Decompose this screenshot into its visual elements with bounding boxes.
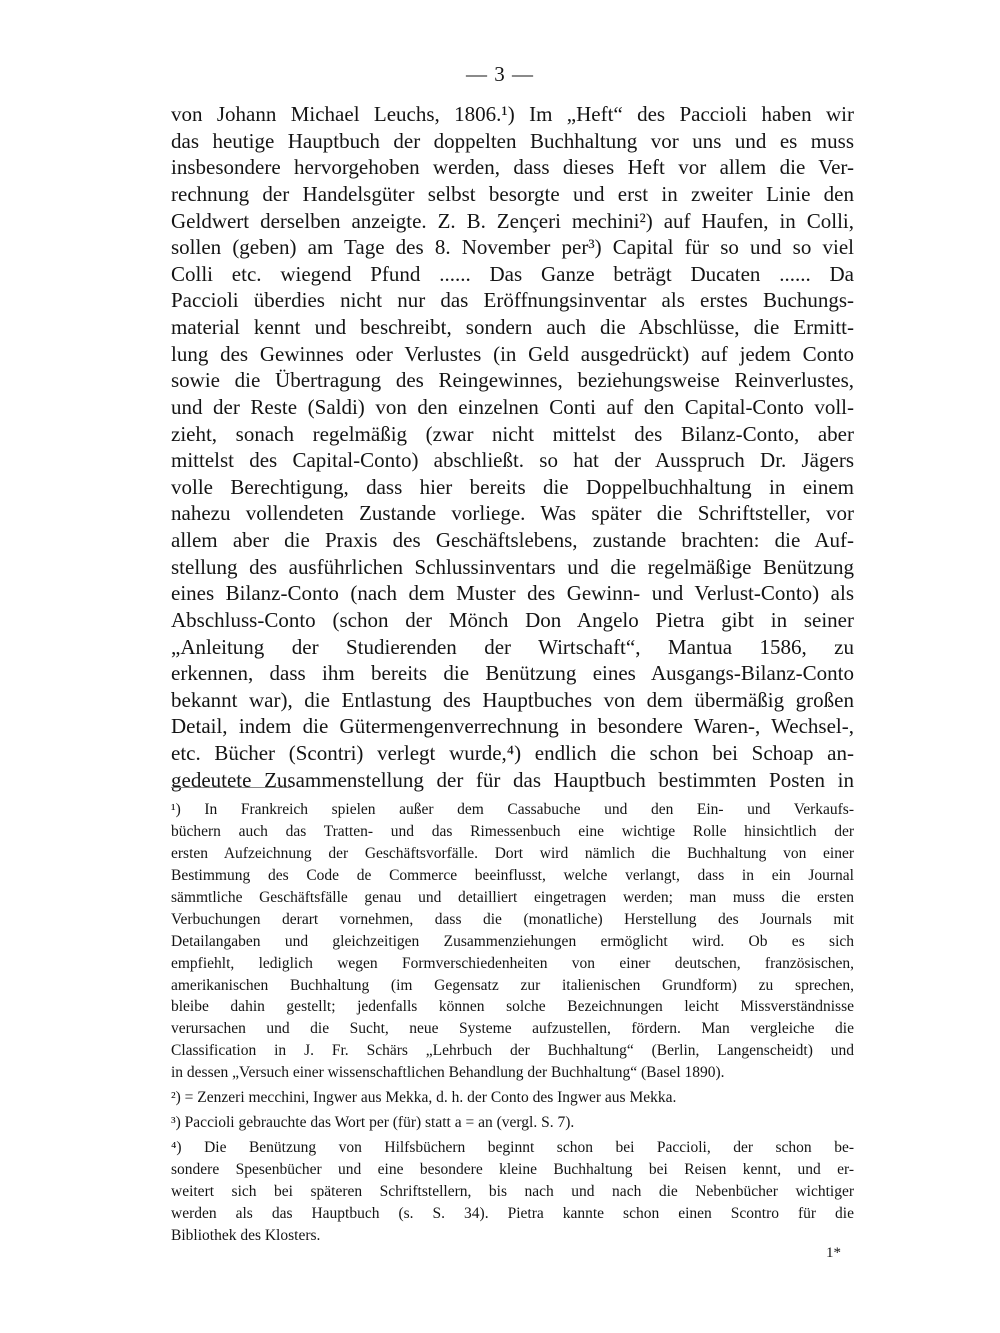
text-line: sollen (geben) am Tage des 8. November per³) Capital für so und so viel (171, 235, 854, 260)
footnote-line: ersten Aufzeichnung der Geschäftsvorfälle. Dort wird nämlich die Buchhaltung von einer (171, 844, 854, 862)
footnote-line: weitert sich bei späteren Schriftstellern, bis nach und nach die Nebenbücher wichtiger (171, 1182, 854, 1200)
text-line: eines Bilanz-Conto (nach dem Muster des Gewinn- und Verlust-Conto) als (171, 581, 854, 606)
text-line: volle Berechtigung, dass hier bereits die Doppelbuchhaltung in einem (171, 474, 854, 499)
text-line: bekannt war), die Entlastung des Hauptbuches von dem übermäßig großen (171, 687, 854, 712)
footnote-line: Classification in J. Fr. Schärs „Lehrbuch der Buchhaltung“ (Berlin, Langenscheidt) und (171, 1042, 854, 1060)
text-line: Paccioli überdies nicht nur das Eröffnungsinventar als erstes Buchungs- (171, 288, 854, 313)
text-line: stellung des ausführlichen Schlussinventars und die regelmäßige Benützung (171, 554, 854, 579)
text-line: etc. Bücher (Scontri) verlegt wurde,⁴) endlich die schon bei Schoap an- (171, 741, 854, 765)
footnote-2: ²) = Zenzeri mecchini, Ingwer aus Mekka, d. h. der Conto des Ingwer aus Mekka. (171, 1089, 677, 1107)
footnote-line: ⁴) Die Benützung von Hilfsbüchern beginnt schon bei Paccioli, der schon be- (171, 1139, 854, 1157)
text-line: von Johann Michael Leuchs, 1806.¹) Im „Heft“ des Paccioli haben wir (171, 102, 854, 126)
footnotes (171, 799, 854, 1247)
footnote-1 (171, 799, 854, 1084)
footnote-line: Detailangaben und gleichzeitigen Zusammenziehungen ermöglicht wird. Ob es sich (171, 932, 854, 950)
footnote-line: büchern auch das Tratten- und das Rimessenbuch eine wichtige Rolle hinsichtlich der (171, 822, 854, 840)
text-line: gedeutete Zusammenstellung der für das Hauptbuch bestimmten Posten in (171, 767, 854, 792)
footnote-line: verursachen und die Sucht, neue Systeme aufzustellen, fördern. Man vergleiche die (171, 1020, 854, 1038)
text-line: Colli etc. wiegend Pfund ...... Das Ganze beträgt Ducaten ...... Da (171, 261, 854, 286)
footnote-line: in dessen „Versuch einer wissenschaftlichen Behandlung der Buchhaltung“ (Basel 1890). (171, 1064, 725, 1082)
text-line: material kennt und beschreibt, sondern auch die Abschlüsse, die Ermitt- (171, 315, 854, 339)
footnote-4 (171, 1137, 854, 1247)
text-line: lung des Gewinnes oder Verlustes (in Geld ausgedrückt) auf jedem Conto (171, 341, 854, 366)
text-line: sowie die Übertragung des Reingewinnes, beziehungsweise Reinverlustes, (171, 368, 854, 393)
text-line: „Anleitung der Studierenden der Wirtschaft“, Mantua 1586, zu (171, 634, 854, 659)
footnote-line: ¹) In Frankreich spielen außer dem Cassabuche und den Ein- und Verkaufs- (171, 801, 854, 818)
footnote-line: werden als das Hauptbuch (s. S. 34). Pietra kannte schon einen Scontro für die (171, 1204, 854, 1222)
footnote-line: bleibe dahin gestellt; jedenfalls können solche Bezeichnungen leicht Missverständnisse (171, 998, 854, 1016)
footnote-line: Bibliothek des Klosters. (171, 1226, 321, 1244)
text-line: und der Reste (Saldi) von den einzelnen Conti auf den Capital-Conto voll- (171, 394, 854, 419)
text-line: nahezu vollendeten Zustande vorliege. Was später die Schriftsteller, vor (171, 501, 854, 526)
footnote-line: sämmtliche Geschäftsfälle genau und detailliert eingetragen werden; man muss die ersten (171, 888, 854, 906)
text-line: rechnung der Handelsgüter selbst besorgte und erst in zweiter Linie den (171, 181, 854, 206)
text-line: insbesondere hervorgehoben werden, dass dieses Heft vor allem die Ver- (171, 155, 854, 180)
footnote-line: sondere Spesenbücher und eine besondere kleine Buchhaltung bei Reisen kennt, und er- (171, 1161, 854, 1178)
text-line: Abschluss-Conto (schon der Mönch Don Angelo Pietra gibt in seiner (171, 607, 854, 632)
text-line: erkennen, dass ihm bereits die Benützung eines Ausgangs-Bilanz-Conto (171, 661, 854, 686)
text-line: mittelst des Capital-Conto) abschließt. so hat der Ausspruch Dr. Jägers (171, 448, 854, 473)
footnote-3: ³) Paccioli gebrauchte das Wort per (für) statt a = an (vergl. S. 7). (171, 1114, 575, 1132)
footnote-line: Bestimmung des Code de Commerce beeinflusst, welche verlangt, dass in ein Journal (171, 866, 854, 884)
signature-mark: 1* (826, 1245, 841, 1261)
text-line: allem aber die Praxis des Geschäftslebens, zustande brachten: die Auf- (171, 528, 854, 552)
page-number: — 3 — (466, 62, 534, 86)
text-line: das heutige Hauptbuch der doppelten Buchhaltung vor uns und es muss (171, 128, 854, 153)
footnote-divider (171, 787, 291, 788)
footnote-line: Verbuchungen derart vornehmen, dass die (monatliche) Herstellung des Journals mit (171, 910, 854, 928)
footnote-line: amerikanischen Buchhaltung (im Gegensatz zur italienischen Grundform) zu sprechen, (171, 976, 854, 994)
footnote-line: empfiehlt, lediglich wegen Formverschiedenheiten von einer deutschen, französischen, (171, 954, 854, 972)
main-text (171, 101, 854, 793)
text-line: zieht, sonach regelmäßig (zwar nicht mittelst des Bilanz-Conto, aber (171, 421, 854, 446)
text-line: Detail, indem die Gütermengenverrechnung in besondere Waren-, Wechsel-, (171, 714, 854, 739)
text-line: Geldwert derselben anzeigte. Z. B. Zençeri mechini²) auf Haufen, in Colli, (171, 208, 854, 233)
